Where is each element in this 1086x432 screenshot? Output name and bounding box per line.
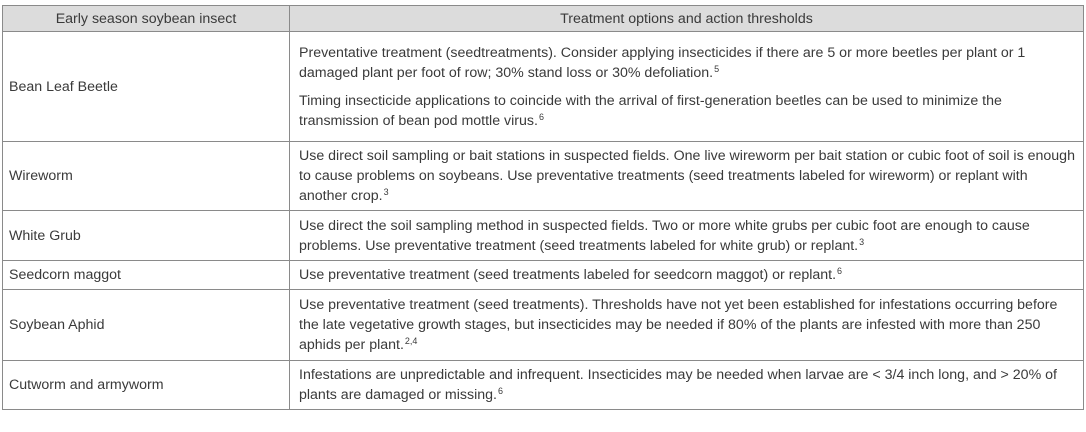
insect-name: White Grub bbox=[3, 211, 290, 261]
treatment-cell bbox=[290, 261, 1084, 290]
treatment-text: Infestations are unpredictable and infrequent. Insecticides may be needed when larvae are < 3/4 inch long, and > 20% of plants are damaged or missing. bbox=[299, 367, 1057, 403]
table-row bbox=[3, 361, 1084, 410]
table-row bbox=[3, 290, 1084, 361]
header-insect: Early season soybean insect bbox=[3, 6, 290, 32]
header-row bbox=[3, 6, 1084, 32]
reference-note: 6 bbox=[538, 111, 544, 122]
table-row bbox=[3, 261, 1084, 290]
insect-name: Wireworm bbox=[3, 142, 290, 211]
treatment-cell bbox=[290, 361, 1084, 410]
treatment-cell bbox=[290, 142, 1084, 211]
reference-note: 3 bbox=[859, 236, 865, 247]
reference-note: 6 bbox=[497, 386, 503, 396]
table-row bbox=[3, 32, 1084, 142]
treatment-paragraph bbox=[299, 265, 1075, 285]
reference-note: 2,4 bbox=[404, 336, 418, 346]
reference-note: 6 bbox=[837, 266, 843, 276]
insect-name: Bean Leaf Beetle bbox=[3, 32, 290, 142]
treatment-text: Use direct the soil sampling method in suspected fields. Two or more white grubs per cubic foot are enough to cause problems. Use preventative treatment (seed treatments labeled for white grub) or replant. bbox=[299, 217, 1030, 254]
treatment-paragraph bbox=[299, 146, 1075, 206]
treatment-paragraph bbox=[299, 295, 1075, 355]
table-row bbox=[3, 142, 1084, 211]
table-row bbox=[3, 211, 1084, 261]
treatment-text: Preventative treatment (seedtreatments). Consider applying insecticides if there are 5 or more beetles per plant or 1 damaged plant per foot of row; 30% stand loss or 30% defoliation. bbox=[299, 44, 1026, 81]
insect-name: Cutworm and armyworm bbox=[3, 361, 290, 410]
reference-note: 5 bbox=[714, 63, 720, 74]
treatment-paragraph bbox=[299, 43, 1075, 83]
treatment-cell bbox=[290, 211, 1084, 261]
header-treatment: Treatment options and action thresholds bbox=[290, 6, 1084, 32]
reference-note: 3 bbox=[383, 187, 389, 197]
treatment-paragraph bbox=[299, 91, 1075, 131]
treatment-cell bbox=[290, 290, 1084, 361]
treatment-text: Use preventative treatment (seed treatments labeled for seedcorn maggot) or replant. bbox=[299, 267, 837, 283]
insect-treatment-table bbox=[2, 5, 1084, 410]
treatment-paragraph bbox=[299, 216, 1075, 256]
treatment-paragraph bbox=[299, 365, 1075, 405]
treatment-text: Timing insecticide applications to coincide with the arrival of first-generation beetles can be used to minimize the transmission of bean pod mottle virus. bbox=[299, 92, 1002, 129]
insect-name: Seedcorn maggot bbox=[3, 261, 290, 290]
treatment-text: Use preventative treatment (seed treatments). Thresholds have not yet been established for infestations occurring before the late vegetative growth stages, but insecticides may be needed if 80% of the plants are infested with more than 250 aphids per plant. bbox=[299, 297, 1058, 353]
treatment-cell bbox=[290, 32, 1084, 142]
insect-name: Soybean Aphid bbox=[3, 290, 290, 361]
treatment-text: Use direct soil sampling or bait stations in suspected fields. One live wireworm per bait station or cubic foot of soil is enough to cause problems on soybeans. Use preventative treatments (seed treatments labeled for wireworm) or replant with another crop. bbox=[299, 148, 1075, 204]
